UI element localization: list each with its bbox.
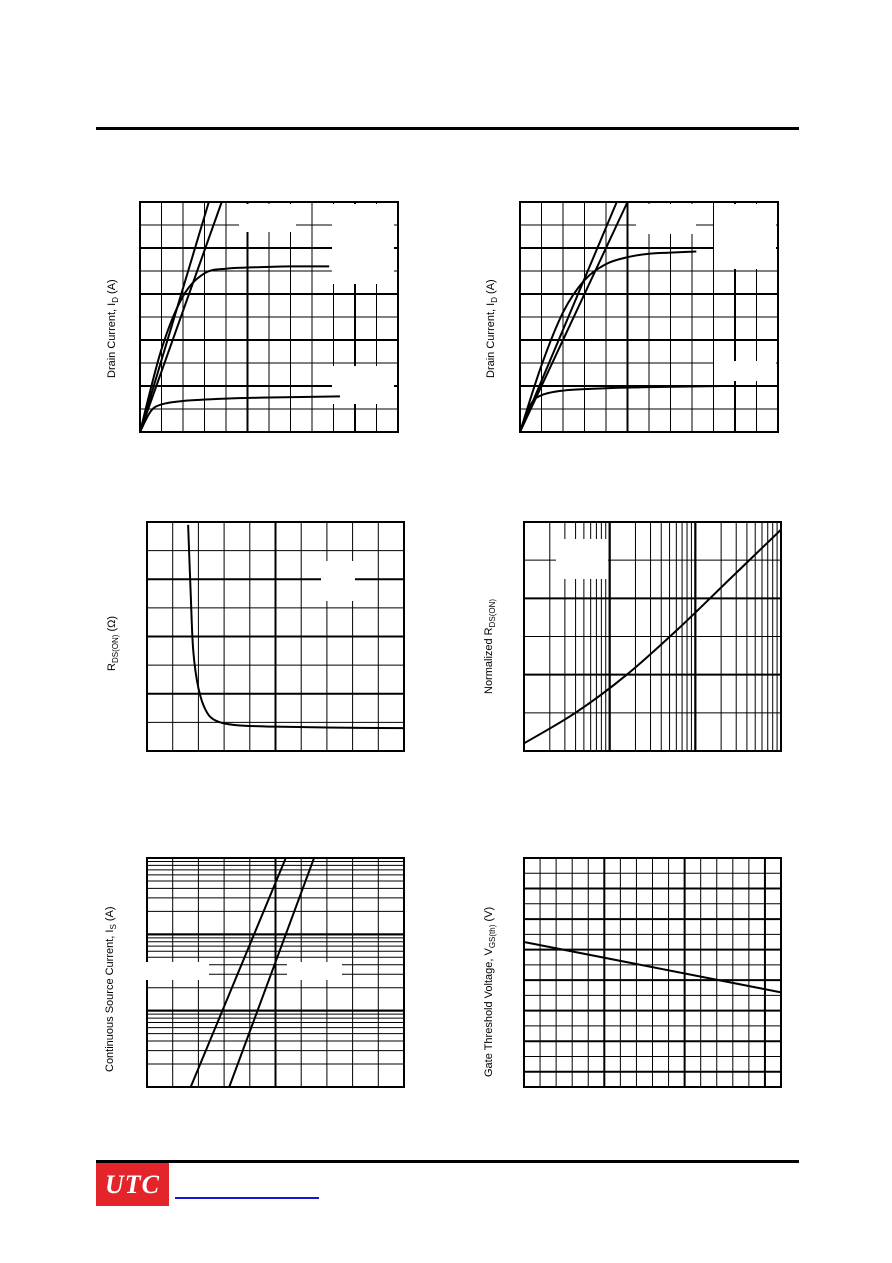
series-line-0 <box>188 525 404 728</box>
normalized-rdson-chart <box>523 521 782 752</box>
label-mask <box>287 962 342 980</box>
label-mask <box>636 204 696 234</box>
ylabel-chart-2: Drain Current, $I_D$ (A) <box>485 279 500 378</box>
gate-threshold-chart <box>523 857 782 1088</box>
series-line-2 <box>520 251 696 432</box>
ylabel-chart-3: $R_{DS(ON)}$ (Ω) <box>106 615 121 671</box>
label-mask <box>332 366 394 404</box>
bottom-rule <box>96 1160 799 1163</box>
ylabel-chart-4: Normalized $R_{DS(ON)}$ <box>483 598 498 694</box>
logo-underline <box>175 1197 319 1199</box>
grid <box>523 857 782 1088</box>
label-mask <box>556 539 608 579</box>
label-mask <box>239 204 296 232</box>
drain-current-chart-2 <box>519 201 779 433</box>
series-line-3 <box>140 396 340 432</box>
ylabel-chart-6: Gate Threshold Voltage, $V_{GS(th)}$ (V) <box>483 906 498 1077</box>
utc-logo: UTC <box>96 1163 169 1206</box>
grid <box>146 521 405 752</box>
rdson-chart <box>146 521 405 752</box>
drain-current-chart-1 <box>139 201 399 433</box>
label-mask <box>321 561 355 601</box>
ylabel-chart-5: Continuous Source Current, $I_S$ (A) <box>104 906 119 1072</box>
label-mask <box>332 204 394 284</box>
top-rule <box>96 127 799 130</box>
label-mask <box>714 204 776 269</box>
ylabel-chart-1: Drain Current, $I_D$ (A) <box>106 279 121 378</box>
label-mask <box>714 361 776 381</box>
label-mask <box>146 962 209 980</box>
source-current-chart <box>146 857 405 1088</box>
